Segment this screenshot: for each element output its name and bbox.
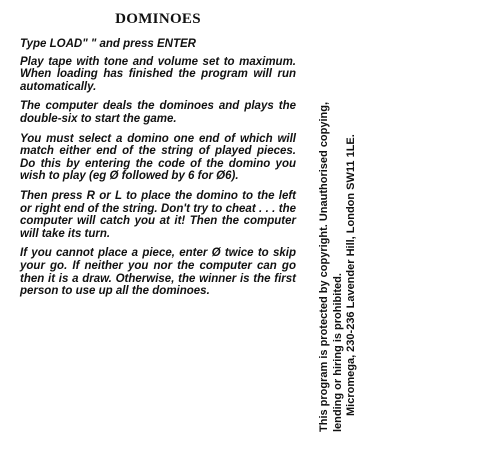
copyright-line: lending or hiring is prohibited.	[331, 273, 344, 432]
instruction-paragraph: Type LOAD" " and press ENTER	[20, 38, 196, 50]
page-title: DOMINOES	[115, 11, 201, 27]
instruction-paragraph: The computer deals the dominoes and plays the double-six to start the game.	[20, 100, 296, 125]
copyright-notice	[318, 32, 359, 432]
instruction-paragraph: You must select a domino one end of which will match either end of the string of played pieces. Do this by entering the code of the domino you wish to play (eg Ø followed by 6 for Ø6).	[20, 132, 296, 183]
instruction-paragraph: Then press R or L to place the domino to the left or right end of the string. Don't try to cheat . . . the computer will catch you at it! Then the computer will take its turn.	[20, 189, 296, 240]
copyright-line: This program is protected by copyright. Unauthorised copying,	[318, 101, 330, 432]
instruction-paragraph: If you cannot place a piece, enter Ø twice to skip your go. If neither you nor the computer can go then it is a draw. Otherwise, the winner is the first person to use up all the dominoes.	[20, 247, 296, 298]
instructions	[20, 38, 296, 305]
instruction-paragraph: Play tape with tone and volume set to maximum. When loading has finished the program will run automatically.	[20, 55, 296, 93]
publisher-address: Micromega, 230-236 Lavender Hill, London SW11 1LE.	[345, 134, 357, 416]
